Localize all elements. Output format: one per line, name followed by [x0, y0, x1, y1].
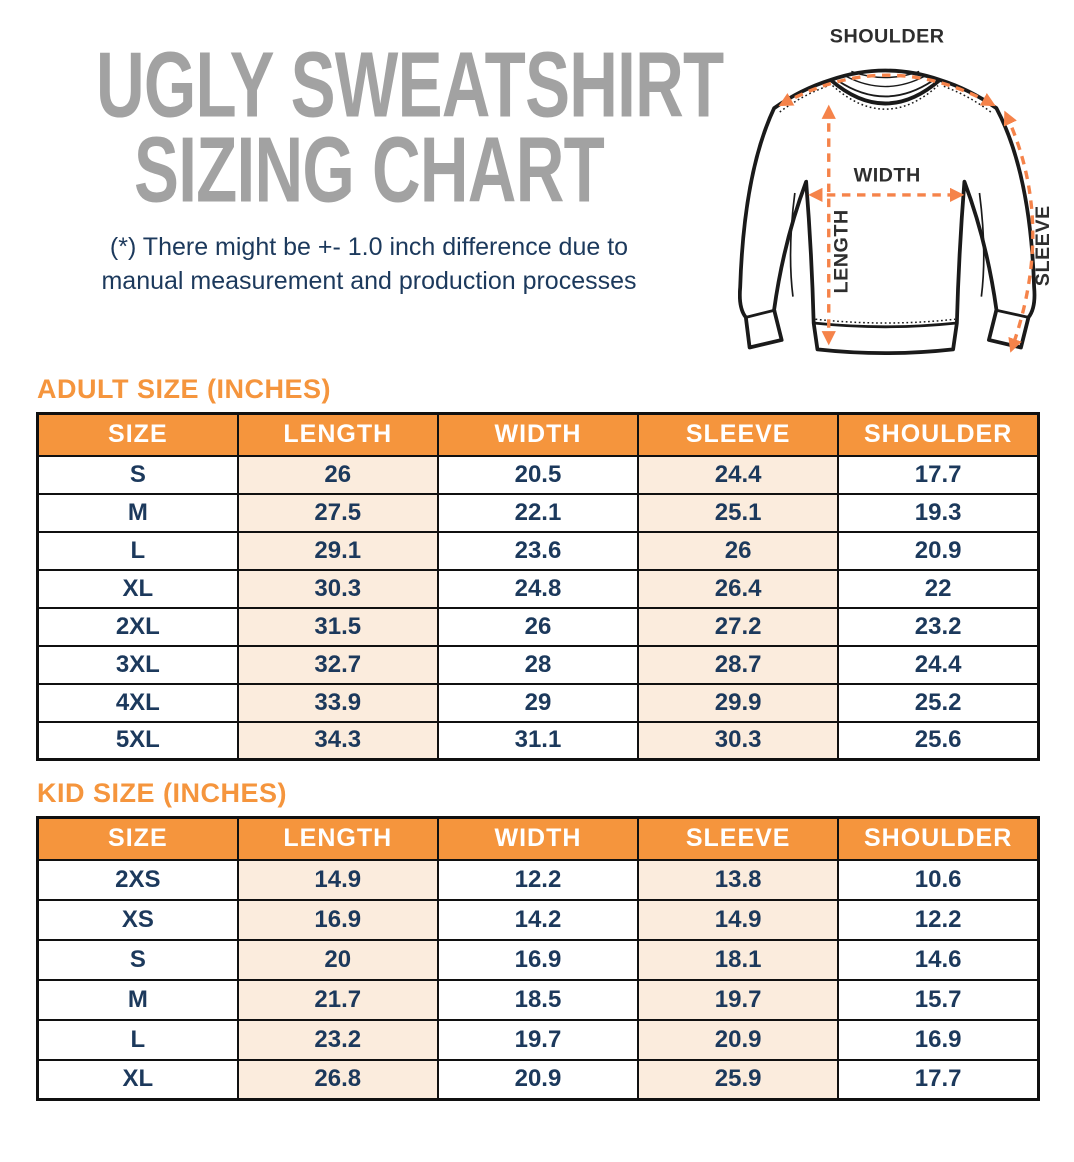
adult-size-section [0, 374, 1074, 761]
size-cell: 2XS [38, 860, 238, 900]
value-cell: 30.3 [638, 722, 838, 760]
value-cell: 19.7 [438, 1020, 638, 1060]
value-cell: 19.7 [638, 980, 838, 1020]
table-row [38, 608, 1039, 646]
value-cell: 14.2 [438, 900, 638, 940]
page-title-line2: SIZING CHART [134, 118, 604, 222]
table-row [38, 1060, 1039, 1100]
value-cell: 19.3 [838, 494, 1038, 532]
value-cell: 25.1 [638, 494, 838, 532]
column-header-width: WIDTH [438, 414, 638, 456]
table-row [38, 1020, 1039, 1060]
value-cell: 34.3 [238, 722, 438, 760]
disclaimer-line1: (*) There might be +- 1.0 inch difference due to [109, 233, 629, 262]
size-cell: XS [38, 900, 238, 940]
table-row [38, 940, 1039, 980]
value-cell: 22 [838, 570, 1038, 608]
column-header-sleeve: SLEEVE [638, 818, 838, 860]
value-cell: 25.9 [638, 1060, 838, 1100]
size-cell: M [38, 494, 238, 532]
value-cell: 28.7 [638, 646, 838, 684]
size-cell: L [38, 1020, 238, 1060]
value-cell: 16.9 [238, 900, 438, 940]
value-cell: 18.5 [438, 980, 638, 1020]
size-cell: 5XL [38, 722, 238, 760]
value-cell: 20.9 [638, 1020, 838, 1060]
table-row [38, 900, 1039, 940]
value-cell: 10.6 [838, 860, 1038, 900]
disclaimer-line2: manual measurement and production processes [101, 267, 637, 295]
table-row [38, 570, 1039, 608]
value-cell: 20.9 [838, 532, 1038, 570]
size-cell: S [38, 456, 238, 494]
value-cell: 24.8 [438, 570, 638, 608]
size-cell: 4XL [38, 684, 238, 722]
value-cell: 25.2 [838, 684, 1038, 722]
shoulder-label: SHOULDER [829, 25, 945, 48]
table-row [38, 646, 1039, 684]
column-header-size: SIZE [38, 414, 238, 456]
table-row [38, 722, 1039, 760]
value-cell: 24.4 [838, 646, 1038, 684]
kid-table-heading: KID SIZE (INCHES) [37, 778, 288, 808]
value-cell: 26.8 [238, 1060, 438, 1100]
table-row [38, 456, 1039, 494]
header-section [0, 0, 1074, 372]
column-header-shoulder: SHOULDER [838, 818, 1038, 860]
column-header-length: LENGTH [238, 414, 438, 456]
page-title-line1: UGLY SWEATSHIRT [95, 33, 724, 137]
title-block [0, 0, 738, 372]
sweatshirt-diagram [738, 0, 1074, 372]
value-cell: 16.9 [438, 940, 638, 980]
value-cell: 12.2 [438, 860, 638, 900]
size-cell: XL [38, 570, 238, 608]
size-cell: 2XL [38, 608, 238, 646]
column-header-shoulder: SHOULDER [838, 414, 1038, 456]
value-cell: 23.2 [838, 608, 1038, 646]
value-cell: 22.1 [438, 494, 638, 532]
sweatshirt-measure-illustration [738, 14, 1074, 372]
table-row [38, 684, 1039, 722]
value-cell: 32.7 [238, 646, 438, 684]
value-cell: 18.1 [638, 940, 838, 980]
length-label: LENGTH [830, 209, 853, 294]
column-header-size: SIZE [38, 818, 238, 860]
table-row [38, 494, 1039, 532]
value-cell: 25.6 [838, 722, 1038, 760]
value-cell: 23.2 [238, 1020, 438, 1060]
column-header-width: WIDTH [438, 818, 638, 860]
sleeve-label: SLEEVE [1032, 205, 1055, 287]
adult-table-heading: ADULT SIZE (INCHES) [37, 374, 331, 404]
value-cell: 16.9 [838, 1020, 1038, 1060]
value-cell: 26 [438, 608, 638, 646]
size-cell: L [38, 532, 238, 570]
value-cell: 20.9 [438, 1060, 638, 1100]
value-cell: 21.7 [238, 980, 438, 1020]
value-cell: 17.7 [838, 456, 1038, 494]
width-label: WIDTH [853, 164, 921, 187]
size-cell: 3XL [38, 646, 238, 684]
column-header-sleeve: SLEEVE [638, 414, 838, 456]
header-row [38, 414, 1039, 456]
adult-size-table [36, 412, 1040, 761]
value-cell: 27.2 [638, 608, 838, 646]
value-cell: 14.9 [638, 900, 838, 940]
value-cell: 29.1 [238, 532, 438, 570]
sweatshirt-outline [740, 71, 1035, 354]
value-cell: 13.8 [638, 860, 838, 900]
value-cell: 26.4 [638, 570, 838, 608]
size-cell: M [38, 980, 238, 1020]
value-cell: 14.6 [838, 940, 1038, 980]
header-row [38, 818, 1039, 860]
value-cell: 31.5 [238, 608, 438, 646]
value-cell: 33.9 [238, 684, 438, 722]
value-cell: 26 [638, 532, 838, 570]
kid-size-section [0, 778, 1074, 1101]
value-cell: 20 [238, 940, 438, 980]
column-header-length: LENGTH [238, 818, 438, 860]
value-cell: 27.5 [238, 494, 438, 532]
value-cell: 15.7 [838, 980, 1038, 1020]
table-row [38, 532, 1039, 570]
value-cell: 23.6 [438, 532, 638, 570]
size-cell: XL [38, 1060, 238, 1100]
disclaimer-text [0, 231, 738, 299]
value-cell: 28 [438, 646, 638, 684]
table-row [38, 980, 1039, 1020]
value-cell: 26 [238, 456, 438, 494]
kid-size-table [36, 816, 1040, 1101]
value-cell: 14.9 [238, 860, 438, 900]
value-cell: 30.3 [238, 570, 438, 608]
value-cell: 20.5 [438, 456, 638, 494]
value-cell: 12.2 [838, 900, 1038, 940]
table-row [38, 860, 1039, 900]
value-cell: 24.4 [638, 456, 838, 494]
value-cell: 29 [438, 684, 638, 722]
value-cell: 31.1 [438, 722, 638, 760]
value-cell: 17.7 [838, 1060, 1038, 1100]
size-cell: S [38, 940, 238, 980]
value-cell: 29.9 [638, 684, 838, 722]
